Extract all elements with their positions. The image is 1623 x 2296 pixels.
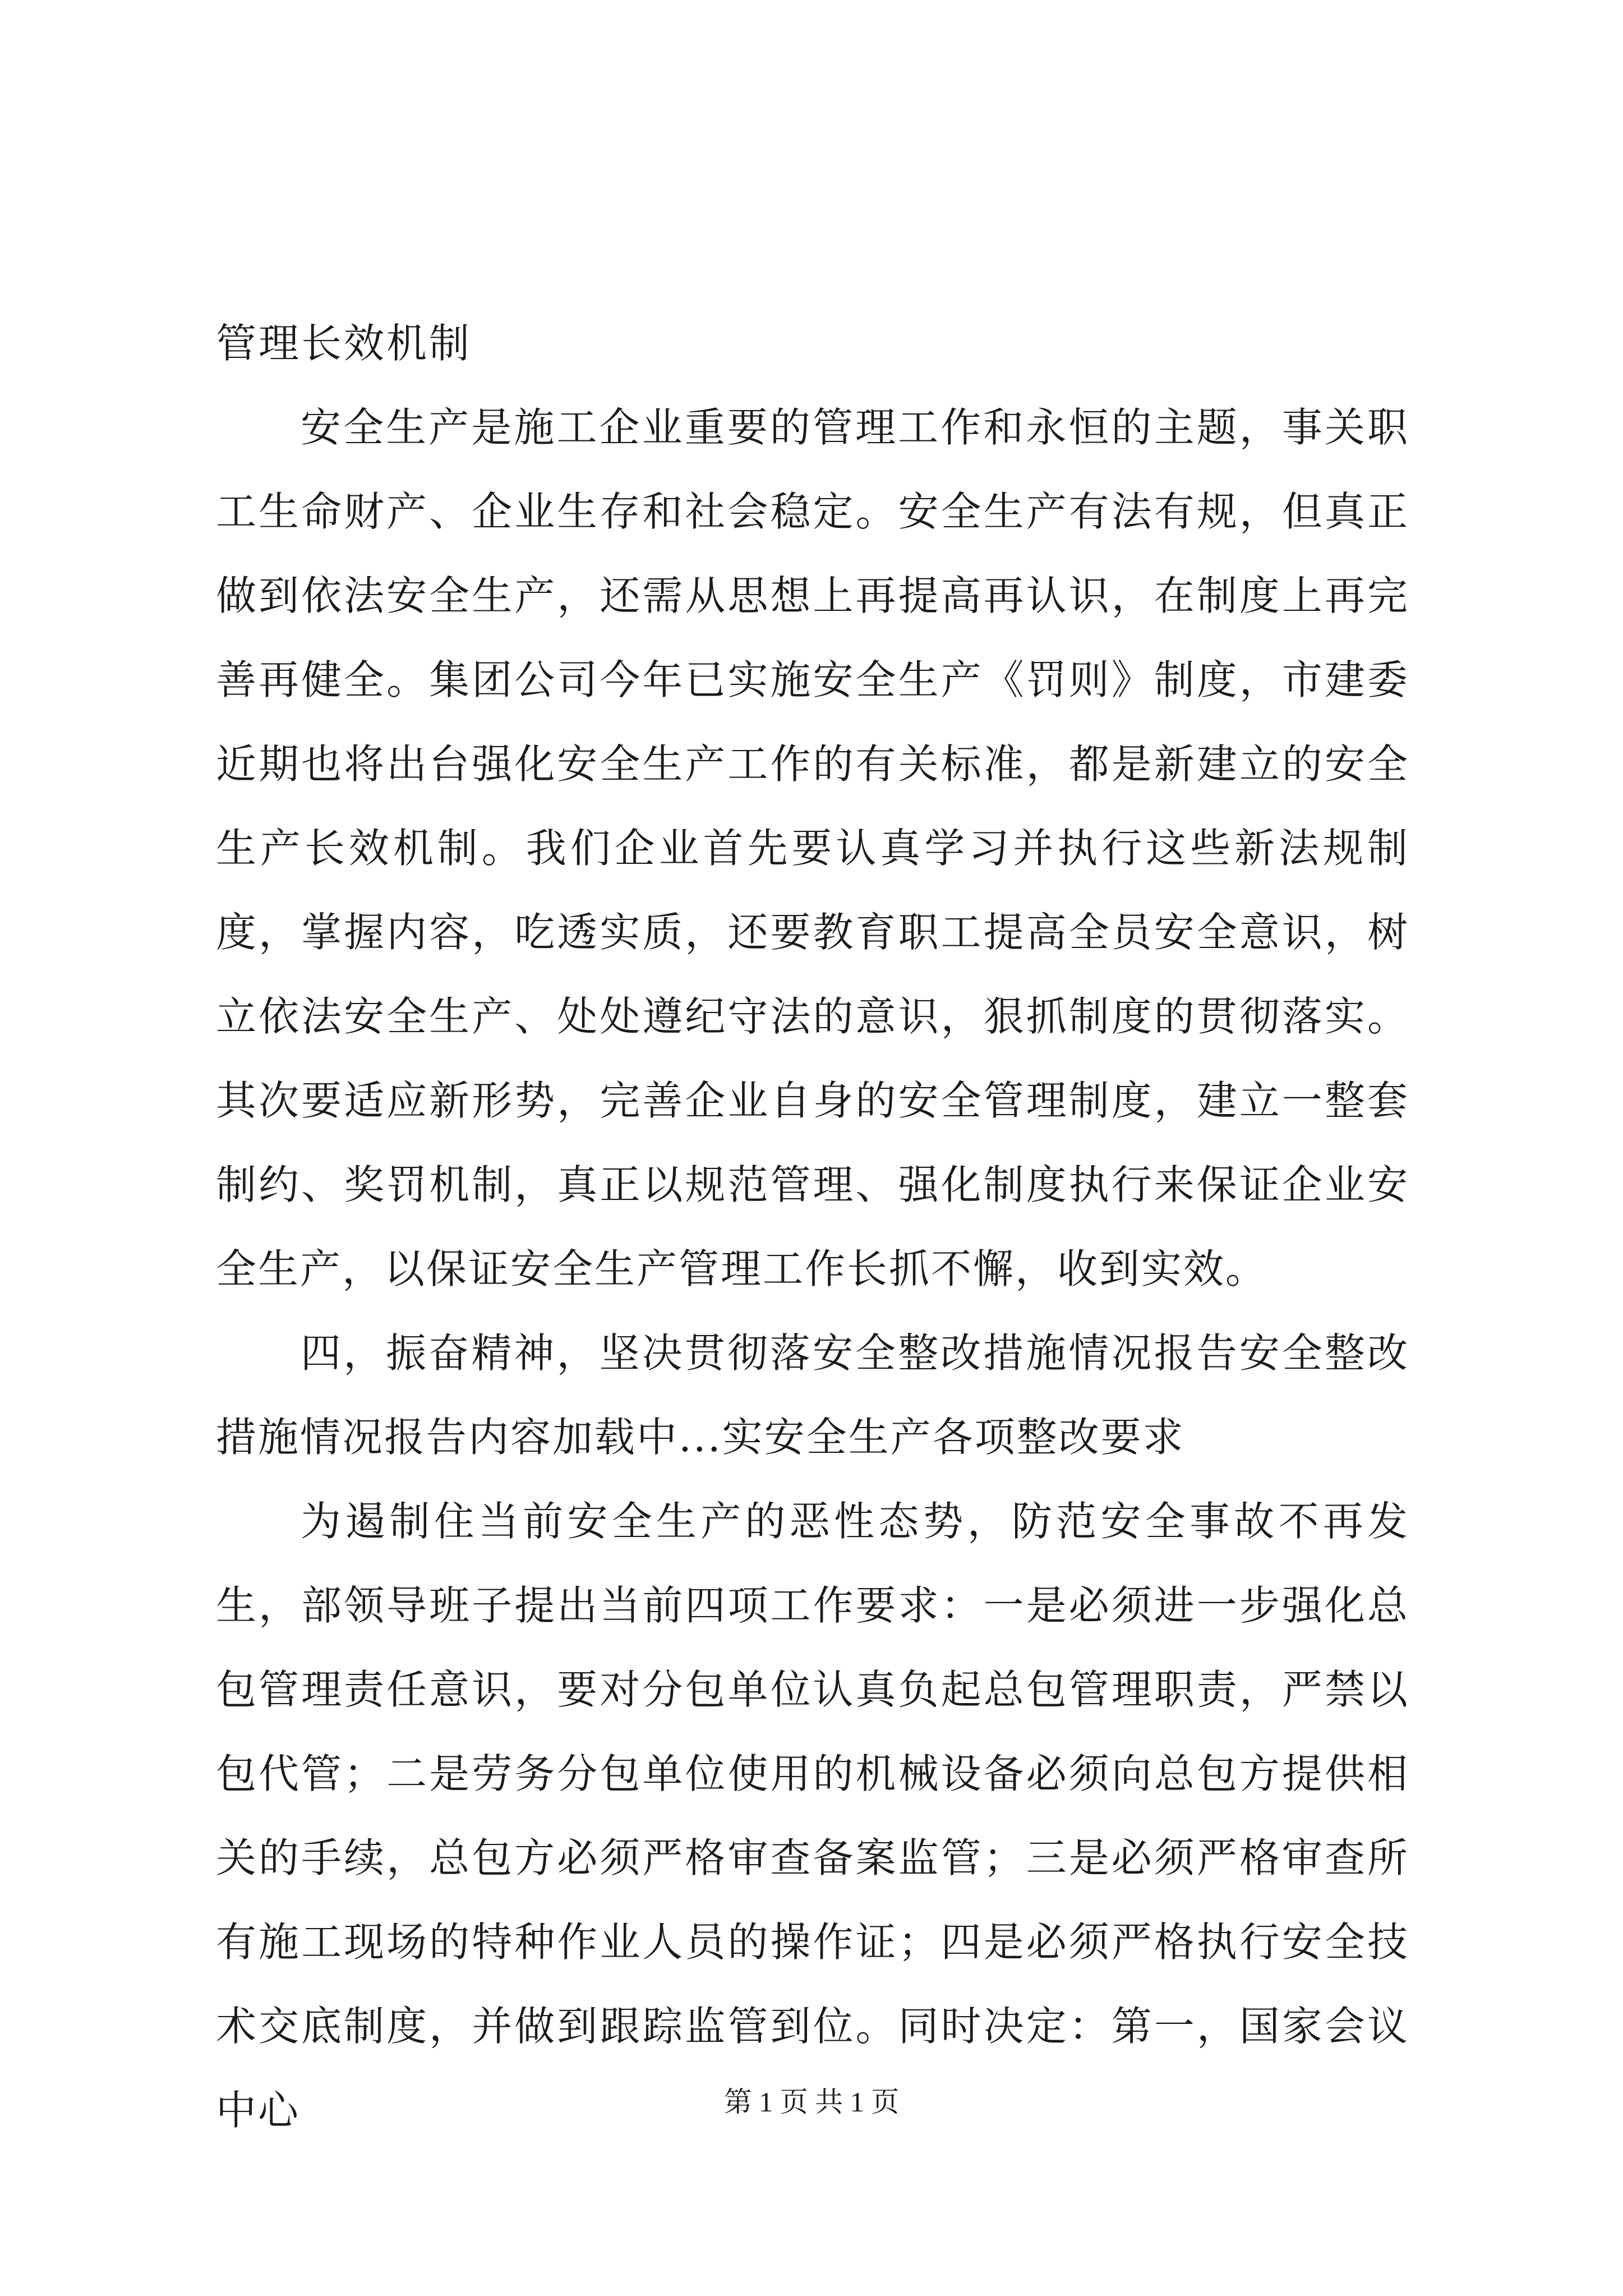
document-body — [216, 301, 1409, 2152]
paragraph-section-four-title: 四，振奋精神，坚决贯彻落安全整改措施情况报告安全整改措施情况报告内容加载中...实安全生产各项整改要求 — [216, 1329, 1409, 1461]
paragraph-work-requirements: 为遏制住当前安全生产的恶性态势，防范安全事故不再发生，部领导班子提出当前四项工作要求：一是必须进一步强化总包管理责任意识，要对分包单位认真负起总包管理职责，严禁以包代管；二是劳务分包单位使用的机械设备必须向总包方提供相关的手续，总包方必须严格审查备案监管；三是必须严格审查所有施工现场的特种作业人员的操作证；四是必须严格执行安全技术交底制度，并做到跟踪监管到位。同时决定：第一，国家会议中心 — [216, 1498, 1409, 2134]
paragraph-safety-mechanism: 安全生产是施工企业重要的管理工作和永恒的主题，事关职工生命财产、企业生存和社会稳定。安全生产有法有规，但真正做到依法安全生产，还需从思想上再提高再认识，在制度上再完善再健全。集团公司今年已实施安全生产《罚则》制度，市建委近期也将出台强化安全生产工作的有关标准，都是新建立的安全生产长效机制。我们企业首先要认真学习并执行这些新法规制度，掌握内容，吃透实质，还要教育职工提高全员安全意识，树立依法安全生产、处处遵纪守法的意识，狠抓制度的贯彻落实。其次要适应新形势，完善企业自身的安全管理制度，建立一整套制约、奖罚机制，真正以规范管理、强化制度执行来保证企业安全生产，以保证安全生产管理工作长抓不懈，收到实效。 — [216, 404, 1409, 1292]
page-number-footer: 第 1 页 共 1 页 — [723, 2086, 900, 2118]
section-heading: 管理长效机制 — [216, 320, 472, 367]
